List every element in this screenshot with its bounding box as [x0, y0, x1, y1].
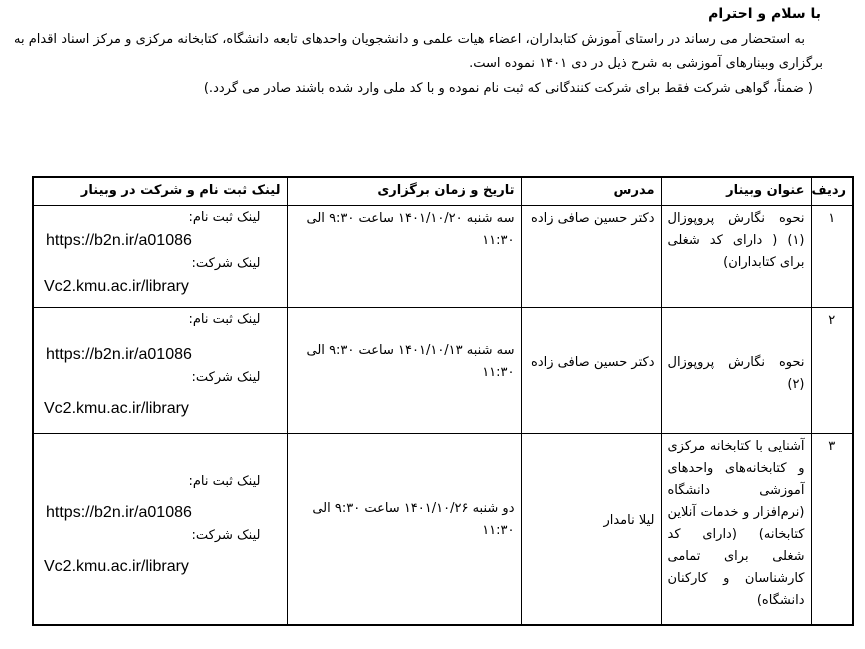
- instructor-name: دکتر حسین صافی زاده: [521, 307, 661, 433]
- greeting: با سلام و احترام: [708, 6, 821, 22]
- join-link[interactable]: Vc2.kmu.ac.ir/library: [44, 399, 189, 417]
- row-number: ۱: [811, 205, 853, 307]
- registration-link[interactable]: https://b2n.ir/a01086: [46, 345, 192, 363]
- table-row: [33, 433, 853, 625]
- webinar-title: نحوه نگارش پروپوزال (۱) ( دارای کد شغلی برای کتابداران): [661, 205, 811, 307]
- table-row: [33, 307, 853, 433]
- intro-paragraph: [14, 28, 823, 76]
- table-header-row: [33, 177, 853, 205]
- join-link-label: لینک شرکت:: [191, 527, 261, 543]
- webinar-title: آشنایی با کتابخانه مرکزی و کتابخانه‌های واحدهای آموزشی دانشگاه (نرم‌افزار و خدمات آنلاین کتابخانه) (دارای کد شغلی برای تمامی کارشناسان و کارکنان دانشگاه): [661, 433, 811, 625]
- webinar-title: نحوه نگارش پروپوزال (۲): [661, 307, 811, 433]
- links-cell: [33, 205, 287, 307]
- registration-link-label: لینک ثبت نام:: [188, 311, 261, 327]
- registration-link-label: لینک ثبت نام:: [188, 209, 261, 225]
- date-time: دو شنبه ۱۴۰۱/۱۰/۲۶ ساعت ۹:۳۰ الی ۱۱:۳۰: [287, 433, 521, 625]
- date-time: سه شنبه ۱۴۰۱/۱۰/۲۰ ساعت ۹:۳۰ الی ۱۱:۳۰: [287, 205, 521, 307]
- instructor-name: لیلا نامدار: [521, 433, 661, 625]
- row-number: ۳: [811, 433, 853, 625]
- links-cell: [33, 433, 287, 625]
- header-links: لینک ثبت نام و شرکت در وبینار: [33, 177, 287, 205]
- registration-link[interactable]: https://b2n.ir/a01086: [46, 231, 192, 249]
- links-cell: [33, 307, 287, 433]
- webinar-schedule-table: [32, 176, 854, 626]
- join-link[interactable]: Vc2.kmu.ac.ir/library: [44, 277, 189, 295]
- registration-link[interactable]: https://b2n.ir/a01086: [46, 503, 192, 521]
- row-number: ۲: [811, 307, 853, 433]
- intro-paragraph-text: به استحضار می رساند در راستای آموزش کتابداران، اعضاء هیات علمی و دانشجویان واحدهای تابعه دانشگاه، کتابخانه مرکزی و مرکز اسناد اقدام به برگزاری وبینارهای آموزشی به شرح ذیل در دی ۱۴۰۱ نموده است.: [14, 32, 823, 71]
- instructor-name: دکتر حسین صافی زاده: [521, 205, 661, 307]
- letter-intro: [14, 6, 823, 100]
- join-link-label: لینک شرکت:: [191, 369, 261, 385]
- header-row-number: ردیف: [811, 177, 853, 205]
- table-row: [33, 205, 853, 307]
- registration-link-label: لینک ثبت نام:: [188, 473, 261, 489]
- certificate-note: ( ضمناً، گواهی شرکت فقط برای شرکت کنندگانی که ثبت نام نموده و با کد ملی وارد شده باشند صادر می گردد.): [203, 81, 813, 96]
- date-time: سه شنبه ۱۴۰۱/۱۰/۱۳ ساعت ۹:۳۰ الی ۱۱:۳۰: [287, 307, 521, 433]
- header-instructor: مدرس: [521, 177, 661, 205]
- join-link-label: لینک شرکت:: [191, 255, 261, 271]
- header-webinar-title: عنوان وبینار: [661, 177, 811, 205]
- header-date-time: تاریخ و زمان برگزاری: [287, 177, 521, 205]
- join-link[interactable]: Vc2.kmu.ac.ir/library: [44, 557, 189, 575]
